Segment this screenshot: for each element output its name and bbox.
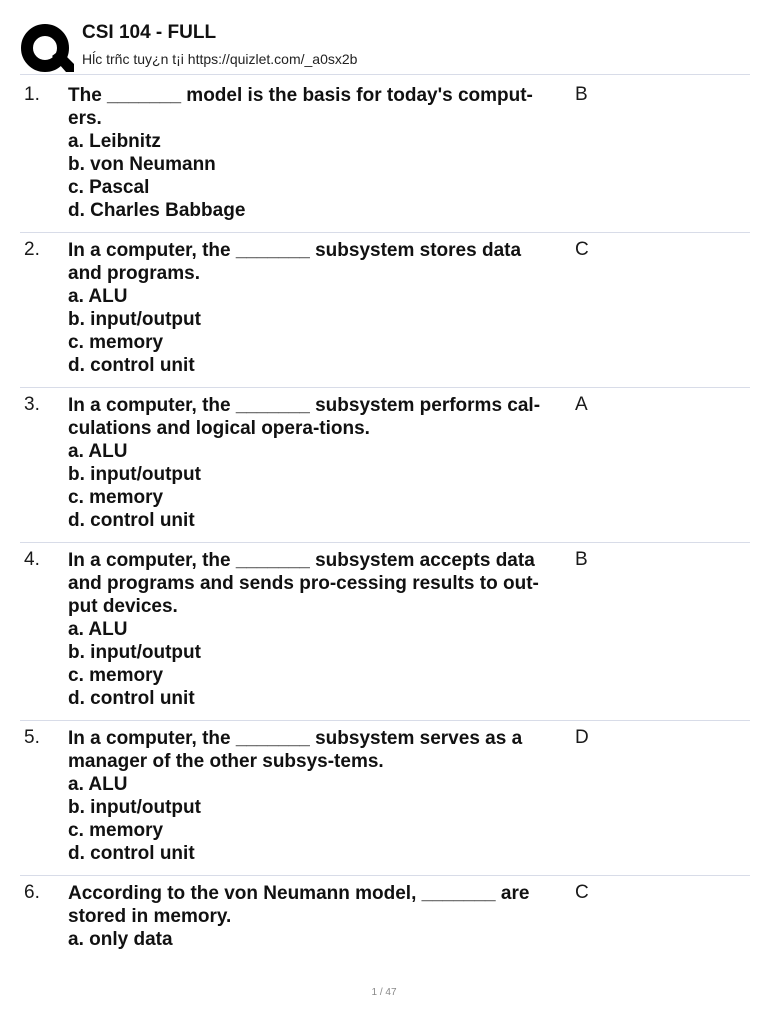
answer-option: d. Charles Babbage (68, 200, 246, 221)
question-text (68, 84, 570, 222)
document-title: CSI 104 - FULL (82, 22, 217, 43)
question-prompt-line: The _______ model is the basis for today's comput- (68, 85, 533, 106)
question-prompt-line: ers. (68, 108, 102, 129)
question-number: 3. (24, 394, 40, 415)
answer-option: b. input/output (68, 797, 201, 818)
question-prompt-line: In a computer, the _______ subsystem serves as a (68, 728, 523, 749)
question-number: 2. (24, 239, 40, 260)
question-prompt-line: In a computer, the _______ subsystem accepts data (68, 550, 535, 571)
question-number: 4. (24, 549, 40, 570)
question-prompt-line: culations and logical opera-tions. (68, 418, 370, 439)
correct-answer: D (575, 727, 589, 748)
page-number: 1 / 47 (371, 987, 397, 998)
question-text (68, 727, 570, 865)
question-text (68, 239, 570, 377)
answer-option: d. control unit (68, 843, 195, 864)
answer-option: c. memory (68, 820, 164, 841)
answer-option: b. input/output (68, 464, 201, 485)
question-item (20, 876, 750, 961)
question-number: 1. (24, 84, 40, 105)
header-divider (20, 74, 750, 75)
question-number: 6. (24, 882, 40, 903)
correct-answer: B (575, 84, 588, 105)
answer-option: a. ALU (68, 774, 128, 795)
question-prompt-line: manager of the other subsys-tems. (68, 751, 384, 772)
question-text (68, 394, 570, 532)
answer-option: a. ALU (68, 286, 128, 307)
answer-option: b. input/output (68, 309, 201, 330)
answer-option: c. memory (68, 665, 164, 686)
answer-option: c. Pascal (68, 177, 150, 198)
answer-option: a. Leibnitz (68, 131, 161, 152)
question-item (20, 543, 750, 721)
answer-option: c. memory (68, 332, 164, 353)
answer-option: a. ALU (68, 619, 128, 640)
question-item (20, 721, 750, 876)
quizlet-logo-icon (20, 22, 74, 76)
answer-option: d. control unit (68, 355, 195, 376)
question-number: 5. (24, 727, 40, 748)
answer-option: put devices. (68, 596, 178, 617)
correct-answer: C (575, 239, 589, 260)
answer-option: b. von Neumann (68, 154, 216, 175)
question-prompt-line: and programs and sends pro-cessing results to out- (68, 573, 539, 594)
answer-option: c. memory (68, 487, 164, 508)
document-header (20, 20, 750, 74)
answer-option: b. input/output (68, 642, 201, 663)
document-subtitle: Hĺc trñc tuy¿n t¡i https://quizlet.com/_a0sx2b (82, 51, 358, 67)
answer-option: a. only data (68, 929, 173, 950)
question-prompt-line: According to the von Neumann model, _______ are (68, 883, 530, 904)
question-prompt-line: In a computer, the _______ subsystem performs cal- (68, 395, 541, 416)
question-prompt-line: In a computer, the _______ subsystem stores data (68, 240, 522, 261)
question-prompt-line: stored in memory. (68, 906, 232, 927)
correct-answer: A (575, 394, 588, 415)
question-list (20, 80, 750, 961)
question-item (20, 388, 750, 543)
correct-answer: C (575, 882, 589, 903)
question-item (20, 233, 750, 388)
question-text (68, 549, 570, 710)
question-prompt-line: and programs. (68, 263, 200, 284)
answer-option: d. control unit (68, 688, 195, 709)
answer-option: a. ALU (68, 441, 128, 462)
question-item (20, 80, 750, 233)
correct-answer: B (575, 549, 588, 570)
answer-option: d. control unit (68, 510, 195, 531)
question-text (68, 882, 570, 951)
